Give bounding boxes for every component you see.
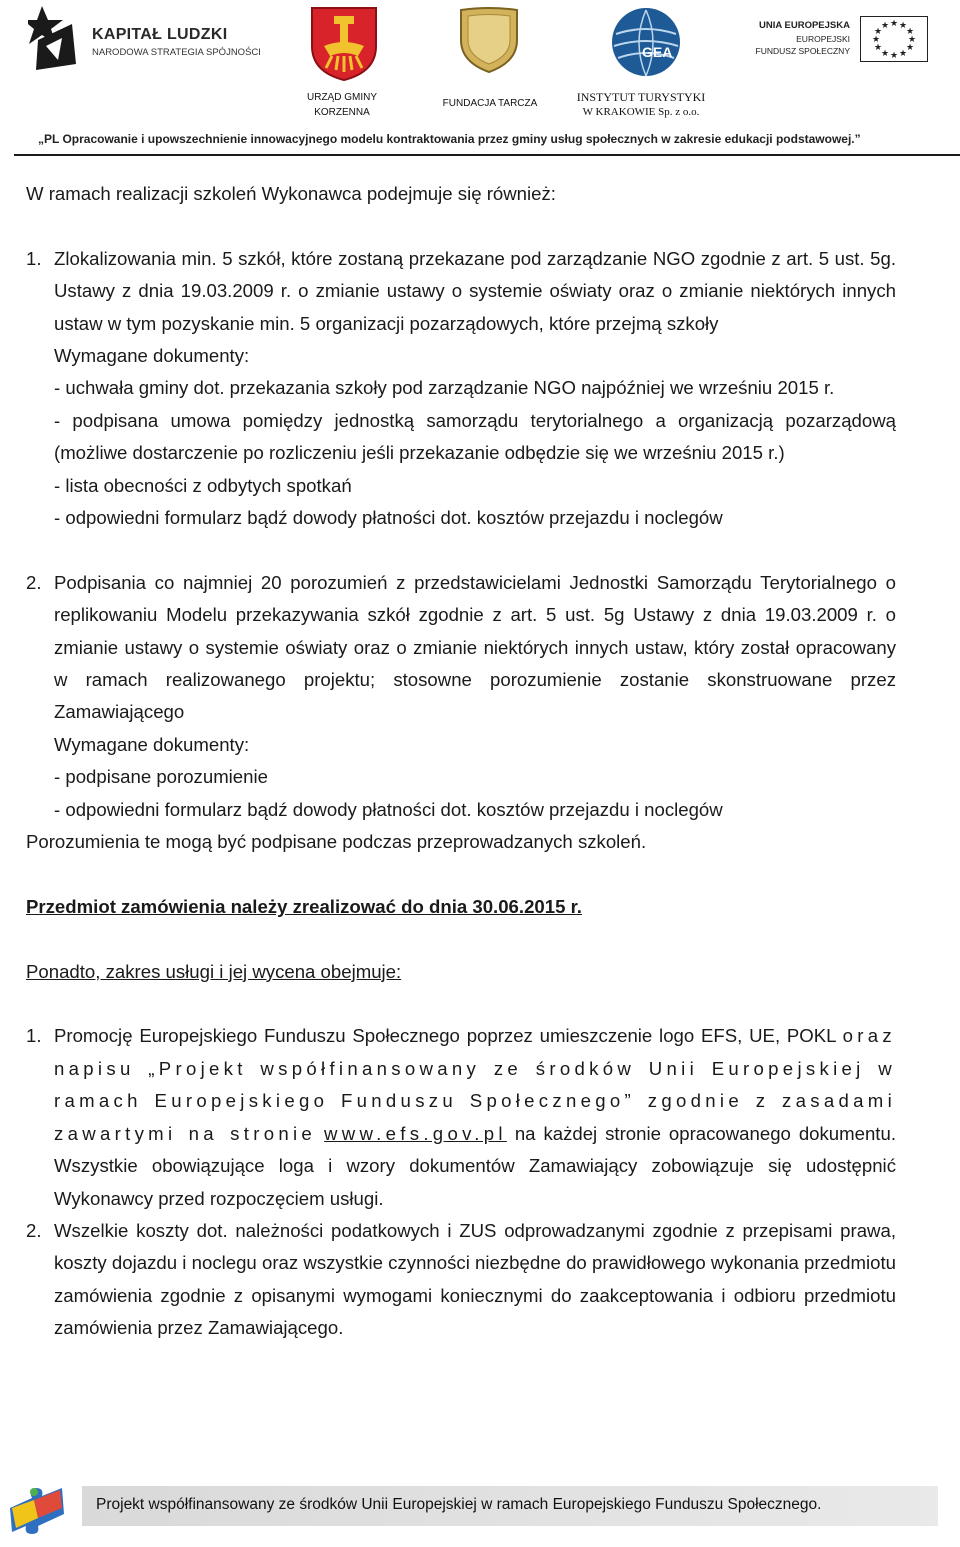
task-item-2-doc-2: - odpowiedni formularz bądź dowody płatności dot. kosztów przejazdu i noclegów bbox=[54, 798, 723, 820]
svg-text:★: ★ bbox=[873, 27, 883, 37]
task-item-1-doc-4: - odpowiedni formularz bądź dowody płatności dot. kosztów przejazdu i noclegów bbox=[54, 507, 723, 529]
instytut-line1: INSTYTUT TURYSTYKI bbox=[576, 90, 706, 104]
svg-text:★: ★ bbox=[905, 43, 915, 53]
kapital-ludzki-title: KAPITAŁ LUDZKI bbox=[92, 26, 228, 43]
spacer bbox=[26, 210, 896, 242]
spacer bbox=[26, 859, 896, 891]
spacer bbox=[26, 923, 896, 955]
task-item-1-docs-label: Wymagane dokumenty: bbox=[54, 345, 250, 367]
document-body bbox=[26, 178, 896, 1345]
urzad-gminy-line2: KORZENNA bbox=[314, 107, 370, 118]
task-item-1 bbox=[26, 243, 896, 340]
urzad-gminy-line1: URZĄD GMINY bbox=[307, 92, 377, 103]
svg-text:★: ★ bbox=[871, 35, 881, 45]
scope-heading: Ponadto, zakres usługi i jej wycena obejmuje: bbox=[26, 960, 402, 982]
scope-item-1-number: 1. bbox=[26, 1025, 42, 1047]
svg-text:★: ★ bbox=[889, 19, 899, 29]
footer-text: Projekt współfinansowany ze środków Unii Europejskiej w ramach Europejskiego Funduszu Społecznego. bbox=[96, 1496, 822, 1513]
scope-item-1-text-b: na każdej stronie opracowanego dokumentu. Wszystkie obowiązujące loga i wzory dokumentów Zamawiający zobowiązuje się udostępnić Wykonawcy przed rozpoczęciem usługi. bbox=[54, 1122, 896, 1209]
eu-flag-icon bbox=[860, 16, 928, 62]
task-item-2-docs-label: Wymagane dokumenty: bbox=[54, 733, 250, 755]
korzenna-coat-of-arms-icon bbox=[308, 6, 380, 82]
footer-bar bbox=[82, 1486, 938, 1526]
intro-paragraph: W ramach realizacji szkoleń Wykonawca podejmuje się również: bbox=[26, 183, 556, 204]
svg-text:★: ★ bbox=[898, 21, 908, 31]
gea-label: GEA bbox=[642, 44, 673, 60]
fundacja-tarcza-shield-icon bbox=[458, 6, 520, 74]
ue-efs-line2: FUNDUSZ SPOŁECZNY bbox=[755, 46, 850, 56]
svg-text:★: ★ bbox=[873, 43, 883, 53]
svg-text:★: ★ bbox=[898, 49, 908, 59]
scope-item-1 bbox=[26, 1020, 896, 1214]
task-item-2 bbox=[26, 567, 896, 729]
spacer bbox=[26, 534, 896, 566]
deadline-heading: Przedmiot zamówienia należy zrealizować do dnia 30.06.2015 r. bbox=[26, 895, 582, 917]
instytut-line2: W KRAKOWIE Sp. z o.o. bbox=[582, 106, 700, 118]
svg-text:★: ★ bbox=[880, 21, 890, 31]
svg-text:★: ★ bbox=[905, 27, 915, 37]
task-item-1-number: 1. bbox=[26, 247, 42, 269]
scope-item-1-text-a: Promocję Europejskiego Funduszu Społecznego poprzez umieszczenie logo EFS, UE, POKL bbox=[54, 1025, 836, 1047]
porozumienia-note: Porozumienia te mogą być podpisane podczas przeprowadzanych szkoleń. bbox=[26, 831, 647, 853]
spacer bbox=[26, 988, 896, 1020]
svg-text:★: ★ bbox=[889, 51, 899, 61]
urzad-gminy-label bbox=[300, 90, 384, 120]
svg-text:★: ★ bbox=[880, 49, 890, 59]
header-divider bbox=[14, 154, 960, 156]
task-item-1-doc-3: - lista obecności z odbytych spotkań bbox=[54, 474, 352, 496]
scope-item-2 bbox=[26, 1215, 896, 1345]
kapital-ludzki-emblem-icon bbox=[28, 4, 80, 70]
instytut-turystyki-label bbox=[572, 90, 710, 120]
kapital-ludzki-logo bbox=[28, 4, 264, 72]
task-item-2-number: 2. bbox=[26, 571, 42, 593]
task-item-1-text: Zlokalizowania min. 5 szkół, które zostaną przekazane pod zarządzanie NGO zgodnie z art. 5 ust. 5g. Ustawy z dnia 19.03.2009 r. o zmianie ustawy o systemie oświaty oraz o zmianie niektórych innych ustaw w tym pozyskanie min. 5 organizacji pozarządowych, które przejmą szkoły bbox=[54, 247, 896, 334]
scope-item-2-text: Wszelkie koszty dot. należności podatkowych i ZUS odprowadzanymi zgodnie z przepisami prawa, koszty dojazdu i noclegu oraz wszystkie czynności niezbędne do prawidłowego wykonania przedmiotu zamówienia zgodnie z opisanymi wymogami koniecznymi do zaakceptowania i odbioru przedmiotu zamówienia przez Zamawiającego. bbox=[54, 1219, 896, 1339]
task-item-2-text: Podpisania co najmniej 20 porozumień z przedstawicielami Jednostki Samorządu Terytorialnego o replikowaniu Modelu przekazywania szkół zgodnie z art. 5 ust. 5g Ustawy z dnia 19.03.2009 r. o zmianie ustawy o systemie oświaty oraz o zmianie niektórych innych ustaw, który został opracowany w ramach realizowanego projektu; stosowne porozumienie zostanie skonstruowane przez Zamawiającego bbox=[54, 571, 896, 723]
ue-title: UNIA EUROPEJSKA bbox=[759, 20, 850, 31]
svg-text:★: ★ bbox=[907, 35, 917, 45]
task-item-1-doc-2: - podpisana umowa pomiędzy jednostką samorządu terytorialnego a organizacją pozarządową (możliwe dostarczenie po rozliczeniu jeśli przekazanie odbędzie się we wrześniu 2015 r.) bbox=[54, 409, 896, 464]
project-title: „PL Opracowanie i upowszechnienie innowacyjnego modelu kontraktowania przez gminy usług społecznych w zakresie edukacji podstawowej.” bbox=[38, 132, 861, 146]
task-item-1-doc-1: - uchwała gminy dot. przekazania szkoły pod zarządzanie NGO najpóźniej we wrześniu 2015 r. bbox=[54, 377, 835, 399]
scope-item-2-number: 2. bbox=[26, 1219, 42, 1241]
kapital-ludzki-subtitle: NARODOWA STRATEGIA SPÓJNOŚCI bbox=[92, 47, 261, 58]
efs-website-link[interactable]: www.efs.gov.pl bbox=[324, 1122, 507, 1144]
task-item-2-doc-1: - podpisane porozumienie bbox=[54, 766, 268, 788]
fundacja-tarcza-label: FUNDACJA TARCZA bbox=[442, 98, 538, 109]
efs-puzzle-logo-icon bbox=[4, 1478, 68, 1536]
scope-item-1-spaced-text: oraz napisu „Projekt współfinansowany ze środków Unii Europejskiej w ramach Europejskiego Funduszu Społecznego” zgodnie z zasadami zawartymi na stronie bbox=[54, 1025, 896, 1144]
unia-europejska-logo bbox=[755, 16, 928, 66]
ue-efs-line1: EUROPEJSKI bbox=[796, 34, 850, 44]
